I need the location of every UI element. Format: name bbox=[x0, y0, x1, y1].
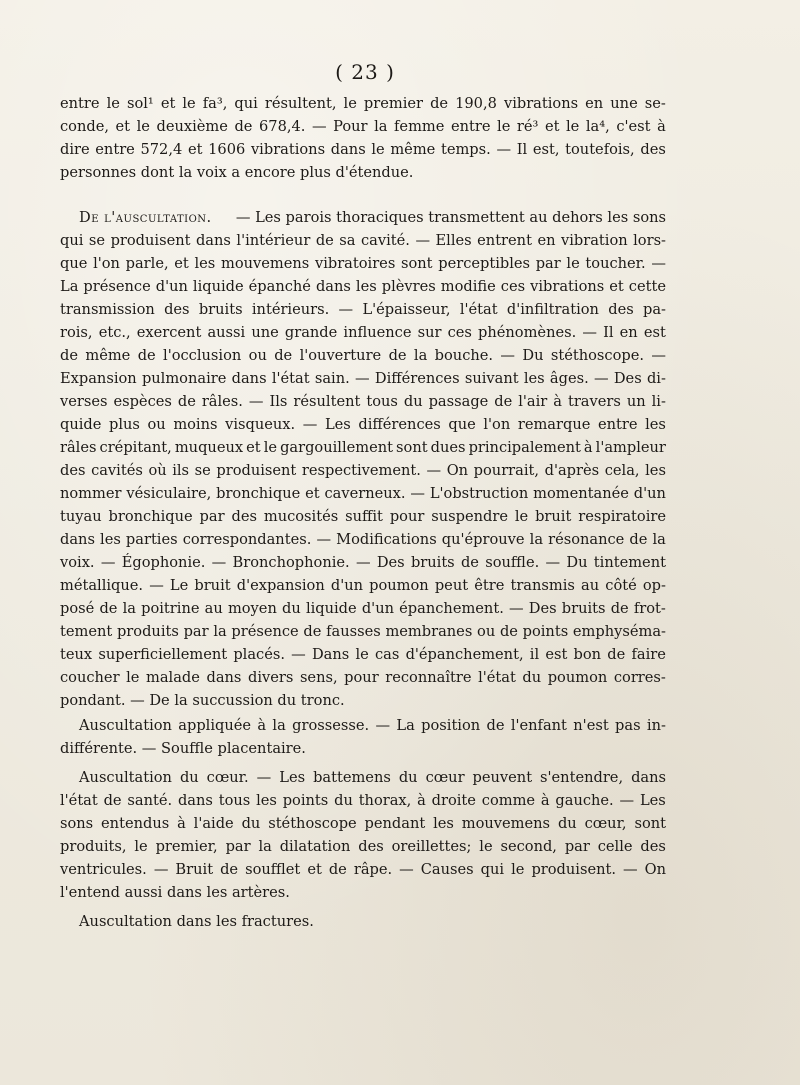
paragraph-pregnancy bbox=[60, 714, 666, 760]
text-line: râles crépitant, muqueux et le gargouillement sont dues principalement à l'ampleur bbox=[60, 439, 666, 456]
text-line: dans les parties correspondantes. — Modifications qu'éprouve la résonance de la bbox=[60, 531, 666, 548]
text-line: l'état de santé. dans tous les points du thorax, à droite comme à gauche. — Les bbox=[60, 792, 666, 809]
text-line: verses espèces de râles. — Ils résultent tous du passage de l'air à travers un li- bbox=[60, 393, 666, 410]
text-line: l'entend aussi dans les artères. bbox=[60, 884, 290, 901]
text-line: — Les parois thoraciques transmettent au dehors les sons bbox=[235, 209, 666, 226]
text-line: tement produits par la présence de fausses membranes ou de points emphyséma- bbox=[60, 623, 666, 640]
text-line: Expansion pulmonaire dans l'état sain. — Différences suivant les âges. — Des di- bbox=[60, 370, 666, 387]
text-line: nommer vésiculaire, bronchique et caverneux. — L'obstruction momentanée d'un bbox=[60, 485, 666, 502]
text-line: des cavités où ils se produisent respectivement. — On pourrait, d'après cela, les bbox=[60, 462, 666, 479]
text-line: produits, le premier, par la dilatation des oreillettes; le second, par celle des bbox=[60, 838, 666, 855]
text-line-with-heading bbox=[60, 206, 666, 229]
text-line: entre le sol¹ et le fa³, qui résultent, le premier de 190,8 vibrations en une se- bbox=[60, 95, 666, 112]
text-line: Auscultation du cœur. — Les battemens du cœur peuvent s'entendre, dans bbox=[79, 769, 666, 786]
text-line: posé de la poitrine au moyen du liquide d'un épanchement. — Des bruits de frot- bbox=[60, 600, 666, 617]
text-line: personnes dont la voix a encore plus d'étendue. bbox=[60, 164, 414, 181]
paragraph-auscultation bbox=[60, 206, 666, 712]
text-line: quide plus ou moins visqueux. — Les différences que l'on remarque entre les bbox=[60, 416, 666, 433]
page-number: ( 23 ) bbox=[335, 60, 395, 84]
text-line: Auscultation dans les fractures. bbox=[79, 913, 314, 930]
text-line: voix. — Égophonie. — Bronchophonie. — Des bruits de souffle. — Du tintement bbox=[60, 554, 666, 571]
text-line: que l'on parle, et les mouvemens vibratoires sont perceptibles par le toucher. — bbox=[60, 255, 666, 272]
text-line: teux superficiellement placés. — Dans le cas d'épanchement, il est bon de faire bbox=[60, 646, 666, 663]
paragraph-voice-range bbox=[60, 92, 666, 184]
text-line: conde, et le deuxième de 678,4. — Pour la femme entre le ré³ et le la⁴, c'est à bbox=[60, 118, 666, 135]
text-line: Auscultation appliquée à la grossesse. — La position de l'enfant n'est pas in- bbox=[79, 717, 666, 734]
paragraph-heart bbox=[60, 766, 666, 904]
text-line: transmission des bruits intérieurs. — L'épaisseur, l'état d'infiltration des pa- bbox=[60, 301, 666, 318]
text-line: dire entre 572,4 et 1606 vibrations dans le même temps. — Il est, toutefois, des bbox=[60, 141, 666, 158]
text-line: pondant. — De la succussion du tronc. bbox=[60, 692, 345, 709]
text-line: qui se produisent dans l'intérieur de sa cavité. — Elles entrent en vibration lors- bbox=[60, 232, 666, 249]
text-line: La présence d'un liquide épanché dans les plèvres modifie ces vibrations et cette bbox=[60, 278, 666, 295]
paragraph-fractures bbox=[60, 910, 666, 933]
text-line: coucher le malade dans divers sens, pour reconnaître l'état du poumon corres- bbox=[60, 669, 666, 686]
section-heading: De l'auscultation. bbox=[79, 209, 212, 226]
text-line: ventricules. — Bruit de soufflet et de râpe. — Causes qui le produisent. — On bbox=[60, 861, 666, 878]
text-line: rois, etc., exercent aussi une grande influence sur ces phénomènes. — Il en est bbox=[60, 324, 666, 341]
text-line: métallique. — Le bruit d'expansion d'un poumon peut être transmis au côté op- bbox=[60, 577, 666, 594]
text-line: différente. — Souffle placentaire. bbox=[60, 740, 306, 757]
text-line: tuyau bronchique par des mucosités suffit pour suspendre le bruit respiratoire bbox=[60, 508, 666, 525]
text-line: de même de l'occlusion ou de l'ouverture de la bouche. — Du stéthoscope. — bbox=[60, 347, 666, 364]
text-line: sons entendus à l'aide du stéthoscope pendant les mouvemens du cœur, sont bbox=[60, 815, 666, 832]
